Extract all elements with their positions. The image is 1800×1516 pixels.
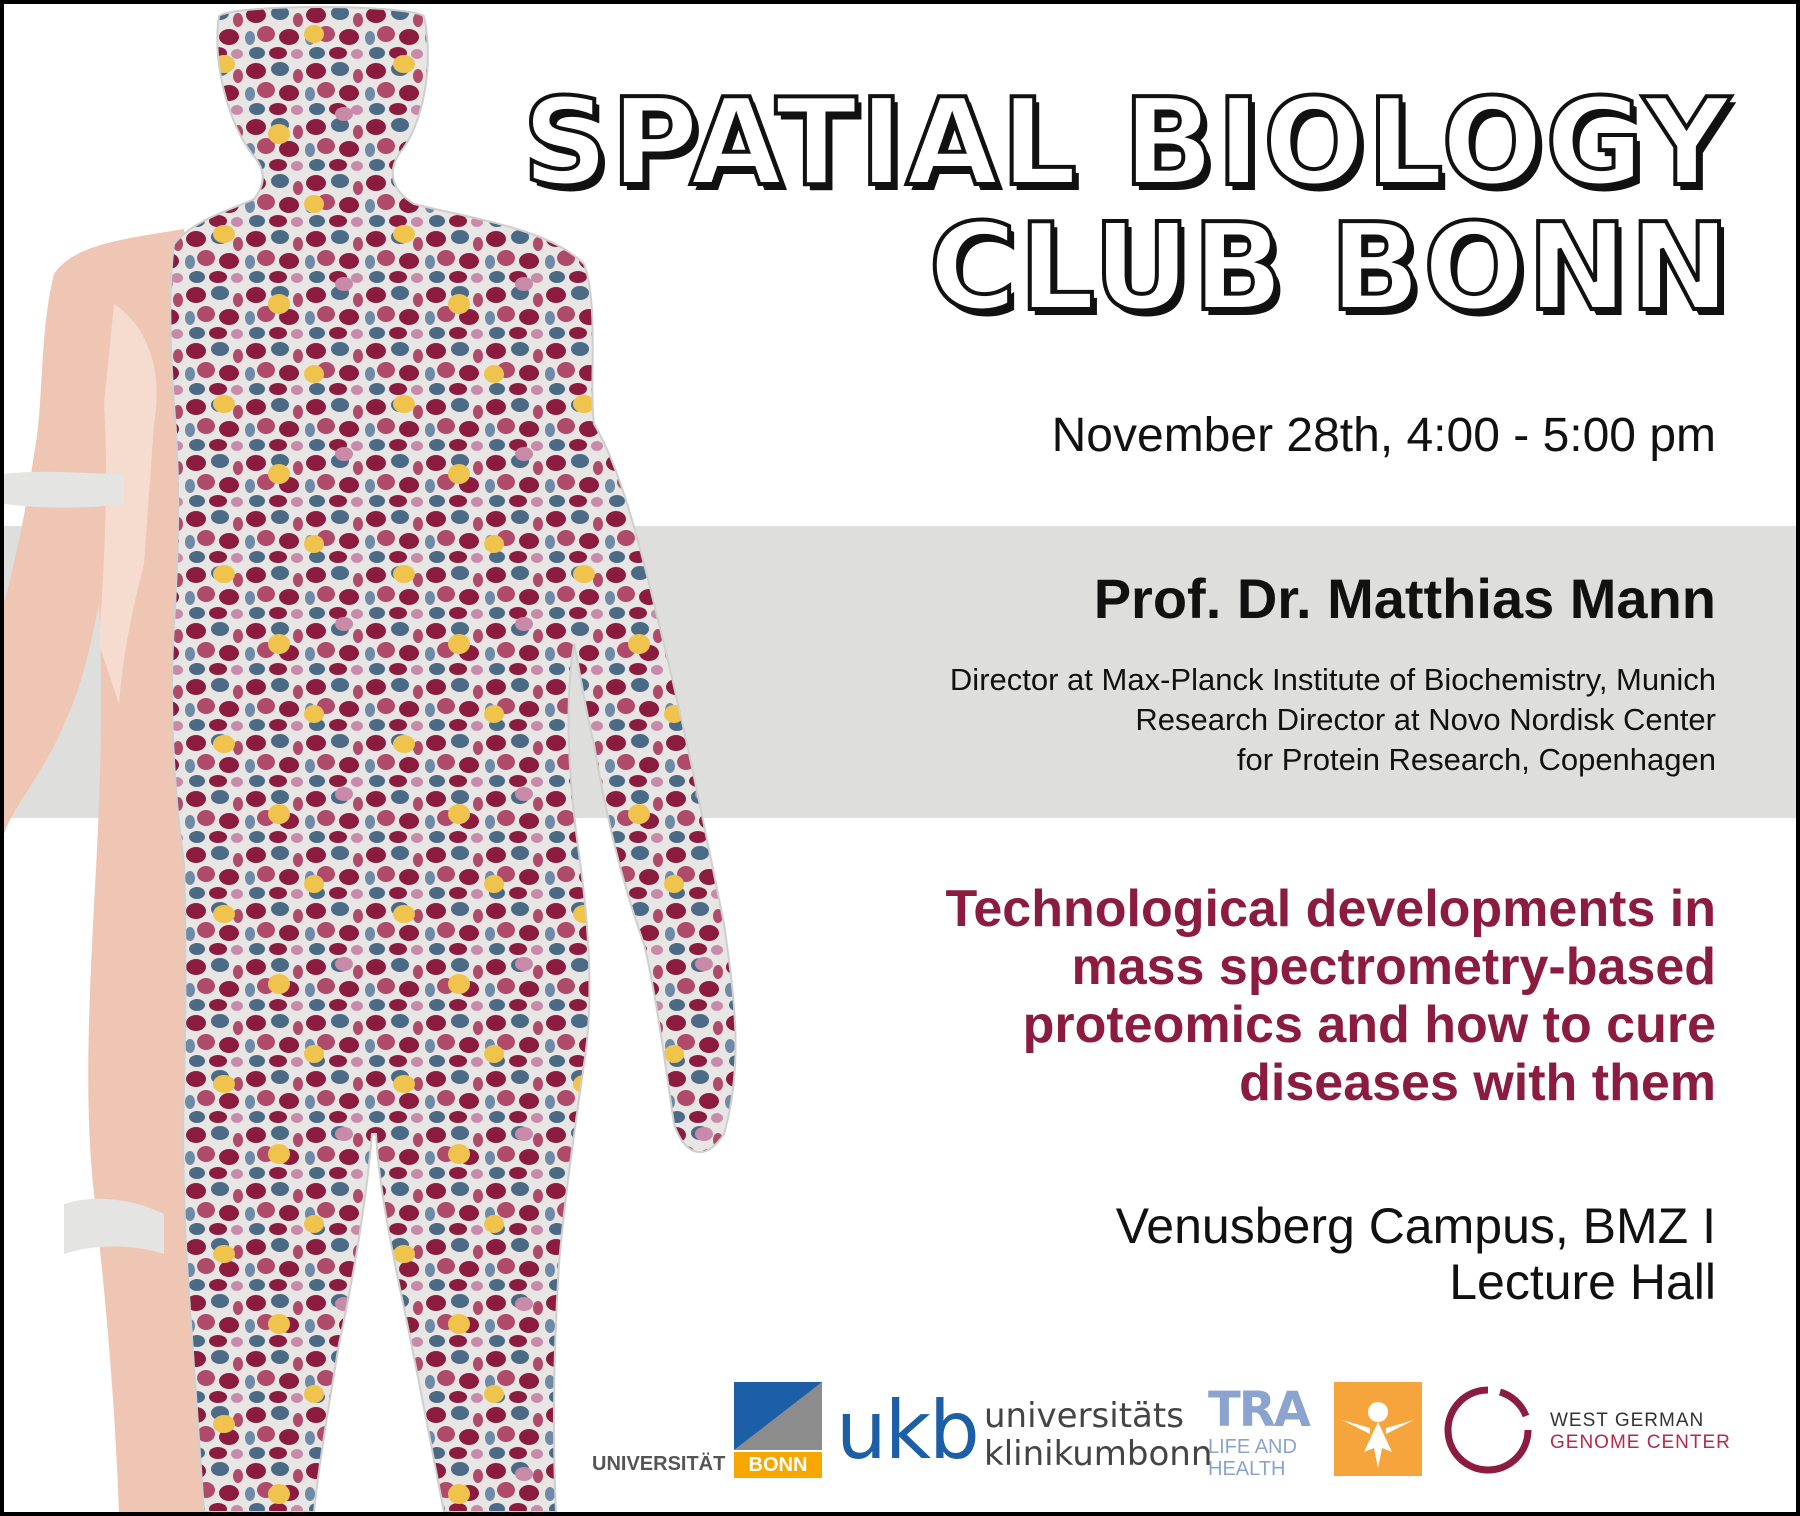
speaker-affiliation-line: Director at Max-Planck Institute of Biochemistry, Munich (949, 662, 1716, 697)
speaker-name: Prof. Dr. Matthias Mann (1093, 567, 1716, 630)
event-date-time: November 28th, 4:00 - 5:00 pm (1051, 409, 1716, 462)
uni-bonn-box-text: BONN (734, 1452, 822, 1478)
genome-ring-icon (1440, 1382, 1536, 1478)
talk-title-line: proteomics and how to cure (1022, 996, 1716, 1054)
sponsor-logos (592, 1382, 1752, 1492)
tra-line-2: HEALTH (1208, 1458, 1286, 1480)
wggc-line-1: WEST GERMAN (1550, 1410, 1705, 1431)
ukb-logo (836, 1384, 1216, 1478)
poster-title-line-2: CLUB BONN (928, 199, 1732, 338)
west-german-genome-center-logo (1440, 1382, 1740, 1482)
body-figure-illustration (4, 4, 764, 1512)
tra-word: TRA (1208, 1382, 1309, 1438)
venue-line: Venusberg Campus, BMZ I (1115, 1198, 1716, 1254)
speaker-affiliation-line: for Protein Research, Copenhagen (1236, 742, 1716, 777)
orange-star-logo-icon (1334, 1382, 1422, 1476)
poster-title-line-1: SPATIAL BIOLOGY (522, 74, 1732, 213)
tra-life-and-health-logo (1208, 1384, 1318, 1484)
ukb-line-1: universitäts (984, 1396, 1184, 1436)
tra-line-1: LIFE AND (1208, 1436, 1297, 1458)
speaker-affiliation-line: Research Director at Novo Nordisk Center (1135, 702, 1716, 737)
ukb-mark: ukb (836, 1384, 978, 1477)
wggc-line-2: GENOME CENTER (1550, 1432, 1731, 1453)
talk-title-line: mass spectrometry-based (1071, 938, 1716, 996)
uni-bonn-text: UNIVERSITÄT (592, 1453, 726, 1475)
venue-line: Lecture Hall (1449, 1254, 1716, 1310)
ukb-line-2: klinikumbonn (984, 1434, 1213, 1474)
uni-bonn-emblem-icon (734, 1382, 822, 1450)
universitaet-bonn-logo (592, 1382, 822, 1478)
talk-title-line: Technological developments in (945, 880, 1716, 938)
talk-title-line: diseases with them (1239, 1054, 1716, 1112)
